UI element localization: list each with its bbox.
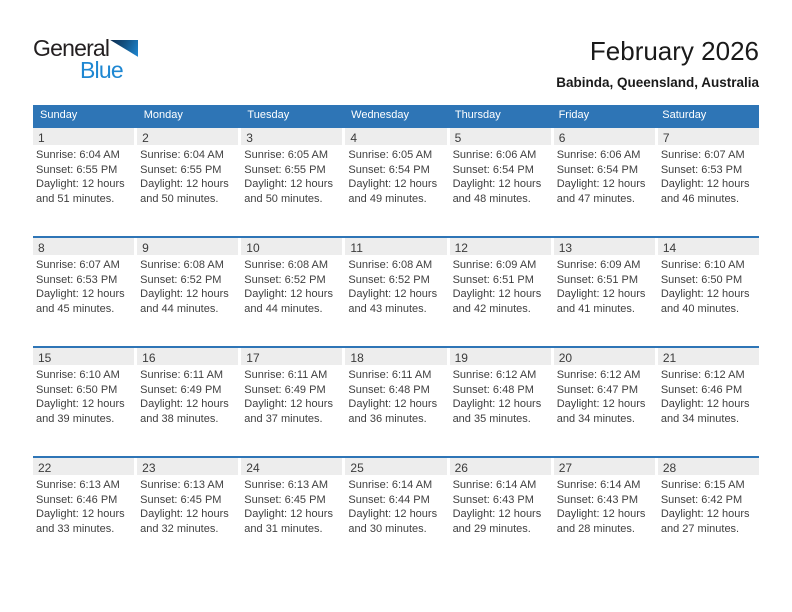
daylight-text-line1: Daylight: 12 hours — [660, 508, 750, 520]
sunset-text: Sunset: 6:43 PM — [452, 493, 534, 506]
sunset-text: Sunset: 6:43 PM — [556, 493, 639, 506]
sunrise-text: Sunrise: 6:14 AM — [556, 479, 641, 491]
calendar-day-cell — [241, 458, 342, 566]
sunrise-text: Sunrise: 6:07 AM — [660, 149, 745, 161]
day-number: 3 — [246, 131, 253, 145]
weekday-header-saturday: Saturday — [662, 109, 707, 121]
location-subtitle: Babinda, Queensland, Australia — [556, 75, 759, 90]
day-number-strip — [241, 348, 342, 365]
sunrise-text: Sunrise: 6:05 AM — [348, 149, 433, 161]
sunset-text: Sunset: 6:55 PM — [244, 163, 326, 176]
sunrise-text: Sunrise: 6:12 AM — [660, 369, 745, 381]
day-number-strip — [554, 458, 655, 475]
daylight-text-line1: Daylight: 12 hours — [36, 178, 125, 190]
calendar-day-cell — [658, 458, 759, 566]
day-number: 22 — [38, 461, 52, 475]
day-info — [345, 365, 446, 426]
day-number: 26 — [454, 461, 468, 475]
day-number-strip — [33, 348, 134, 365]
sunset-text: Sunset: 6:51 PM — [556, 273, 639, 286]
day-number-strip — [137, 238, 238, 255]
day-number: 2 — [142, 131, 149, 145]
daylight-text-line1: Daylight: 12 hours — [244, 178, 333, 190]
day-number: 4 — [350, 131, 358, 145]
daylight-text-line1: Daylight: 12 hours — [244, 508, 333, 520]
daylight-text-line2: and 40 minutes. — [660, 302, 740, 315]
sunrise-text: Sunrise: 6:15 AM — [660, 479, 745, 491]
calendar-day-cell — [33, 238, 134, 346]
daylight-text-line1: Daylight: 12 hours — [140, 288, 229, 300]
logo-triangle-icon — [110, 40, 138, 57]
day-info — [345, 145, 446, 206]
calendar-day-cell — [554, 128, 655, 236]
day-number-strip — [658, 458, 759, 475]
sunrise-text: Sunrise: 6:13 AM — [140, 479, 224, 491]
day-number: 15 — [38, 351, 52, 365]
day-info — [33, 365, 134, 426]
sunrise-text: Sunrise: 6:14 AM — [452, 479, 537, 491]
calendar-day-cell — [450, 128, 551, 236]
day-info — [33, 145, 134, 206]
day-number-strip — [554, 238, 655, 255]
week-row — [33, 126, 759, 236]
daylight-text-line2: and 27 minutes. — [660, 522, 740, 535]
day-number-strip — [345, 458, 446, 475]
daylight-text-line2: and 30 minutes. — [348, 522, 427, 535]
sunset-text: Sunset: 6:47 PM — [556, 383, 639, 396]
calendar-day-cell — [137, 458, 238, 566]
daylight-text-line1: Daylight: 12 hours — [452, 398, 542, 410]
day-number: 21 — [662, 351, 677, 365]
day-number-strip — [658, 238, 759, 255]
day-info — [554, 145, 655, 206]
daylight-text-line1: Daylight: 12 hours — [36, 508, 125, 520]
daylight-text-line1: Daylight: 12 hours — [348, 288, 438, 300]
daylight-text-line2: and 39 minutes. — [36, 412, 115, 425]
sunset-text: Sunset: 6:54 PM — [556, 163, 639, 176]
day-number-strip — [137, 128, 238, 145]
calendar-day-cell — [658, 238, 759, 346]
calendar-day-cell — [241, 128, 342, 236]
day-number: 6 — [558, 131, 566, 145]
day-number: 5 — [454, 131, 462, 145]
sunset-text: Sunset: 6:45 PM — [244, 493, 326, 506]
day-info — [658, 255, 759, 316]
sunset-text: Sunset: 6:42 PM — [660, 493, 743, 506]
daylight-text-line2: and 29 minutes. — [452, 522, 531, 535]
day-info — [241, 145, 342, 206]
daylight-text-line2: and 49 minutes. — [348, 192, 427, 205]
calendar-day-cell — [345, 458, 446, 566]
day-number: 9 — [142, 241, 149, 255]
daylight-text-line1: Daylight: 12 hours — [140, 398, 229, 410]
daylight-text-line2: and 32 minutes. — [140, 522, 219, 535]
daylight-text-line1: Daylight: 12 hours — [556, 398, 646, 410]
sunset-text: Sunset: 6:44 PM — [348, 493, 430, 506]
sunset-text: Sunset: 6:50 PM — [36, 383, 118, 396]
calendar-day-cell — [241, 348, 342, 456]
day-number-strip — [554, 348, 655, 365]
daylight-text-line2: and 34 minutes. — [556, 412, 635, 425]
day-number-strip — [658, 348, 759, 365]
daylight-text-line2: and 41 minutes. — [556, 302, 635, 315]
sunrise-text: Sunrise: 6:06 AM — [556, 149, 641, 161]
sunset-text: Sunset: 6:52 PM — [140, 273, 222, 286]
calendar-day-cell — [33, 458, 134, 566]
day-number: 17 — [246, 351, 260, 365]
day-number: 28 — [662, 461, 677, 475]
sunrise-text: Sunrise: 6:14 AM — [348, 479, 433, 491]
day-info — [137, 365, 238, 426]
sunset-text: Sunset: 6:54 PM — [452, 163, 534, 176]
daylight-text-line1: Daylight: 12 hours — [452, 288, 542, 300]
daylight-text-line2: and 35 minutes. — [452, 412, 531, 425]
daylight-text-line2: and 47 minutes. — [556, 192, 635, 205]
day-number-strip — [137, 458, 238, 475]
sunset-text: Sunset: 6:45 PM — [140, 493, 222, 506]
day-info — [554, 365, 655, 426]
day-info — [554, 475, 655, 536]
weekday-header-friday: Friday — [558, 109, 590, 121]
daylight-text-line1: Daylight: 12 hours — [140, 508, 229, 520]
general-blue-logo — [33, 35, 138, 83]
sunset-text: Sunset: 6:55 PM — [140, 163, 222, 176]
sunset-text: Sunset: 6:55 PM — [36, 163, 118, 176]
sunrise-text: Sunrise: 6:08 AM — [140, 259, 224, 271]
day-info — [345, 475, 446, 536]
day-info — [241, 255, 342, 316]
daylight-text-line1: Daylight: 12 hours — [556, 508, 646, 520]
sunset-text: Sunset: 6:49 PM — [244, 383, 326, 396]
calendar-day-cell — [33, 128, 134, 236]
day-info — [345, 255, 446, 316]
day-info — [137, 255, 238, 316]
day-info — [137, 475, 238, 536]
day-number-strip — [554, 128, 655, 145]
day-number: 18 — [350, 351, 364, 365]
daylight-text-line2: and 50 minutes. — [140, 192, 219, 205]
daylight-text-line2: and 34 minutes. — [660, 412, 740, 425]
day-number: 14 — [662, 241, 677, 255]
sunrise-text: Sunrise: 6:13 AM — [244, 479, 329, 491]
sunrise-text: Sunrise: 6:12 AM — [556, 369, 641, 381]
calendar-day-cell — [554, 238, 655, 346]
daylight-text-line1: Daylight: 12 hours — [660, 288, 750, 300]
day-number: 12 — [454, 241, 468, 255]
day-number-strip — [450, 128, 551, 145]
sunrise-text: Sunrise: 6:08 AM — [348, 259, 433, 271]
day-number-strip — [241, 458, 342, 475]
day-info — [33, 255, 134, 316]
sunset-text: Sunset: 6:46 PM — [660, 383, 743, 396]
day-number: 23 — [142, 461, 156, 475]
calendar-day-cell — [137, 348, 238, 456]
daylight-text-line2: and 48 minutes. — [452, 192, 531, 205]
day-info — [450, 255, 551, 316]
daylight-text-line1: Daylight: 12 hours — [348, 508, 438, 520]
daylight-text-line2: and 38 minutes. — [140, 412, 219, 425]
sunrise-text: Sunrise: 6:09 AM — [452, 259, 537, 271]
sunrise-text: Sunrise: 6:10 AM — [660, 259, 745, 271]
day-number: 13 — [558, 241, 573, 255]
calendar-day-cell — [554, 348, 655, 456]
calendar-day-cell — [345, 348, 446, 456]
sunset-text: Sunset: 6:52 PM — [348, 273, 430, 286]
day-info — [658, 365, 759, 426]
sunset-text: Sunset: 6:51 PM — [452, 273, 534, 286]
day-number-strip — [345, 238, 446, 255]
day-number-strip — [450, 458, 551, 475]
day-number-strip — [33, 458, 134, 475]
sunset-text: Sunset: 6:48 PM — [452, 383, 534, 396]
daylight-text-line1: Daylight: 12 hours — [348, 398, 438, 410]
daylight-text-line1: Daylight: 12 hours — [556, 288, 646, 300]
daylight-text-line1: Daylight: 12 hours — [452, 178, 542, 190]
daylight-text-line1: Daylight: 12 hours — [36, 288, 125, 300]
sunrise-text: Sunrise: 6:07 AM — [36, 259, 120, 271]
day-info — [450, 145, 551, 206]
day-number: 1 — [38, 131, 45, 145]
day-info — [658, 145, 759, 206]
calendar-day-cell — [450, 348, 551, 456]
daylight-text-line2: and 37 minutes. — [244, 412, 323, 425]
day-number: 24 — [246, 461, 260, 475]
daylight-text-line2: and 51 minutes. — [36, 192, 115, 205]
sunrise-text: Sunrise: 6:13 AM — [36, 479, 120, 491]
sunrise-text: Sunrise: 6:11 AM — [140, 369, 224, 381]
day-info — [658, 475, 759, 536]
daylight-text-line1: Daylight: 12 hours — [140, 178, 229, 190]
calendar-day-cell — [241, 238, 342, 346]
daylight-text-line1: Daylight: 12 hours — [348, 178, 438, 190]
sunset-text: Sunset: 6:50 PM — [660, 273, 743, 286]
calendar-day-cell — [450, 458, 551, 566]
sunset-text: Sunset: 6:46 PM — [36, 493, 118, 506]
calendar-day-cell — [450, 238, 551, 346]
daylight-text-line1: Daylight: 12 hours — [660, 178, 750, 190]
sunrise-text: Sunrise: 6:04 AM — [36, 149, 120, 161]
sunset-text: Sunset: 6:53 PM — [36, 273, 118, 286]
title-block — [556, 36, 759, 90]
day-info — [450, 475, 551, 536]
day-number-strip — [137, 348, 238, 365]
daylight-text-line1: Daylight: 12 hours — [244, 398, 333, 410]
daylight-text-line2: and 44 minutes. — [244, 302, 323, 315]
day-number: 19 — [454, 351, 468, 365]
sunrise-text: Sunrise: 6:09 AM — [556, 259, 641, 271]
day-number: 27 — [558, 461, 573, 475]
sunrise-text: Sunrise: 6:11 AM — [348, 369, 432, 381]
calendar-day-cell — [658, 348, 759, 456]
calendar-day-cell — [658, 128, 759, 236]
daylight-text-line2: and 36 minutes. — [348, 412, 427, 425]
day-info — [241, 475, 342, 536]
day-info — [450, 365, 551, 426]
sunrise-text: Sunrise: 6:06 AM — [452, 149, 537, 161]
daylight-text-line1: Daylight: 12 hours — [660, 398, 750, 410]
day-number-strip — [33, 238, 134, 255]
day-number-strip — [345, 348, 446, 365]
daylight-text-line1: Daylight: 12 hours — [36, 398, 125, 410]
daylight-text-line2: and 43 minutes. — [348, 302, 427, 315]
day-number-strip — [241, 128, 342, 145]
daylight-text-line1: Daylight: 12 hours — [244, 288, 333, 300]
day-info — [554, 255, 655, 316]
calendar-day-cell — [137, 238, 238, 346]
weekday-header-thursday: Thursday — [454, 109, 501, 121]
sunset-text: Sunset: 6:49 PM — [140, 383, 222, 396]
sunset-text: Sunset: 6:53 PM — [660, 163, 743, 176]
day-number-strip — [658, 128, 759, 145]
sunrise-text: Sunrise: 6:05 AM — [244, 149, 329, 161]
sunset-text: Sunset: 6:48 PM — [348, 383, 430, 396]
week-row — [33, 456, 759, 566]
calendar-day-cell — [554, 458, 655, 566]
day-number: 10 — [246, 241, 260, 255]
day-info — [137, 145, 238, 206]
page-title: February 2026 — [589, 36, 759, 66]
sunrise-text: Sunrise: 6:11 AM — [244, 369, 328, 381]
sunset-text: Sunset: 6:52 PM — [244, 273, 326, 286]
week-row — [33, 346, 759, 456]
daylight-text-line1: Daylight: 12 hours — [452, 508, 542, 520]
day-number-strip — [450, 348, 551, 365]
logo-text-general: General — [33, 35, 110, 61]
day-number: 16 — [142, 351, 156, 365]
day-number: 7 — [662, 131, 670, 145]
calendar-grid — [33, 105, 759, 566]
day-number-strip — [33, 128, 134, 145]
daylight-text-line2: and 42 minutes. — [452, 302, 531, 315]
daylight-text-line2: and 33 minutes. — [36, 522, 115, 535]
weekday-header-sunday: Sunday — [40, 109, 78, 121]
sunrise-text: Sunrise: 6:10 AM — [36, 369, 120, 381]
day-number-strip — [241, 238, 342, 255]
daylight-text-line1: Daylight: 12 hours — [556, 178, 646, 190]
day-number: 25 — [350, 461, 364, 475]
week-row — [33, 236, 759, 346]
daylight-text-line2: and 44 minutes. — [140, 302, 219, 315]
calendar-day-cell — [137, 128, 238, 236]
daylight-text-line2: and 46 minutes. — [660, 192, 740, 205]
day-info — [33, 475, 134, 536]
daylight-text-line2: and 28 minutes. — [556, 522, 635, 535]
daylight-text-line2: and 50 minutes. — [244, 192, 323, 205]
day-number-strip — [345, 128, 446, 145]
day-info — [241, 365, 342, 426]
weekday-header-monday: Monday — [143, 109, 183, 121]
weeks-container — [33, 126, 759, 566]
weekday-header-row — [33, 105, 759, 126]
daylight-text-line2: and 45 minutes. — [36, 302, 115, 315]
sunrise-text: Sunrise: 6:12 AM — [452, 369, 537, 381]
sunset-text: Sunset: 6:54 PM — [348, 163, 430, 176]
sunrise-text: Sunrise: 6:04 AM — [140, 149, 224, 161]
weekday-header-tuesday: Tuesday — [247, 109, 290, 121]
weekday-header-wednesday: Wednesday — [351, 109, 410, 121]
sunrise-text: Sunrise: 6:08 AM — [244, 259, 329, 271]
day-number: 20 — [558, 351, 573, 365]
calendar-day-cell — [345, 128, 446, 236]
calendar-day-cell — [345, 238, 446, 346]
day-number: 11 — [350, 241, 363, 255]
day-number: 8 — [38, 241, 45, 255]
day-number-strip — [450, 238, 551, 255]
logo-text-blue: Blue — [80, 57, 123, 83]
daylight-text-line2: and 31 minutes. — [244, 522, 323, 535]
calendar-day-cell — [33, 348, 134, 456]
